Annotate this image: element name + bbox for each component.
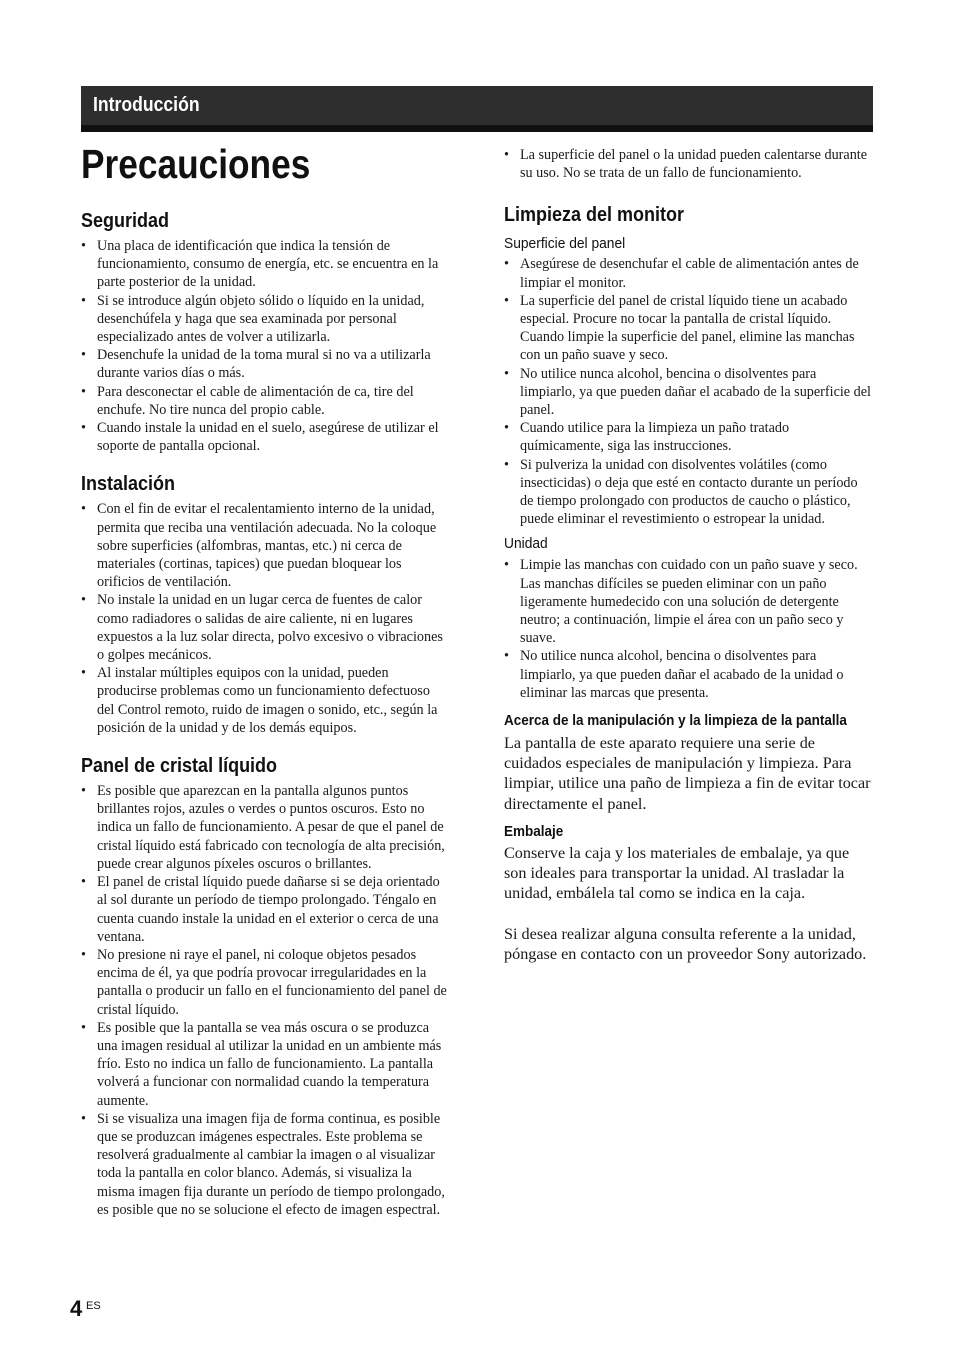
list-item: • Asegúrese de desenchufar el cable de alimentación antes de limpiar el monitor. <box>504 255 873 291</box>
list-continued <box>504 146 873 182</box>
list-item: • Es posible que aparezcan en la pantalla algunos puntos brillantes rojos, azules o verdes o puntos oscuros. Esto no indica un fallo de funcionamiento. A pesar de que el panel de cristal líquido está fabricado con tecnología de alta precisión, puede crear algunos píxeles oscuros o brillantes. <box>81 782 448 873</box>
list-item: • El panel de cristal líquido puede dañarse si se deja orientado al sol durante un período de tiempo prolongado. Téngalo en cuenta cuando instale la unidad en el exterior o cerca de una ventana. <box>81 873 448 946</box>
heading-limpieza: Limpieza del monitor <box>504 204 685 227</box>
list-item: • Al instalar múltiples equipos con la unidad, pueden producirse problemas como un funcionamiento defectuoso del Control remoto, ruido de imagen o sonido, etc., según la posición de la unidad y de los demás equipos. <box>81 664 448 737</box>
list-item: • La superficie del panel o la unidad pueden calentarse durante su uso. No se trata de un fallo de funcionamiento. <box>504 146 873 182</box>
list-unidad <box>504 556 873 702</box>
subheading-unidad: Unidad <box>504 535 548 553</box>
paragraph-contact: Si desea realizar alguna consulta referente a la unidad, póngase en contacto con un proveedor Sony autorizado. <box>504 924 867 963</box>
heading-seguridad: Seguridad <box>81 210 170 232</box>
section-header-band <box>81 86 873 125</box>
list-item: • Si se visualiza una imagen fija de forma continua, es posible que se produzcan imágenes espectrales. Este problema se resolverá gradualmente al cambiar la imagen o al visualizar toda la pantalla en color blanco. Además, si visualiza la misma imagen fija durante un período de tiempo prolongado, es posible que no se solucione el efecto de imagen espectral. <box>81 1110 448 1219</box>
list-item: • No utilice nunca alcohol, bencina o disolventes para limpiarlo, ya que pueden dañar el acabado de la superficie del panel. <box>504 365 873 420</box>
list-item: • Si pulveriza la unidad con disolventes volátiles (como insecticidas) o deja que esté en contacto durante un período de tiempo prolongado con productos de caucho o plástico, puede eliminar el revestimiento o estropear la unidad. <box>504 456 873 529</box>
list-item: • Desenchufe la unidad de la toma mural si no va a utilizarla durante varios días o más. <box>81 346 448 382</box>
subheading-manipulacion: Acerca de la manipulación y la limpieza de la pantalla <box>504 712 847 730</box>
right-column <box>504 146 873 964</box>
list-item: • Cuando utilice para la limpieza un paño tratado químicamente, siga las instrucciones. <box>504 419 873 455</box>
list-item: • Es posible que la pantalla se vea más oscura o se produzca una imagen residual al utilizar la unidad en un ambiente más frío. Esto no indica un fallo de funcionamiento. La pantalla volverá a funcionar con normalidad cuando la temperatura aumente. <box>81 1019 448 1110</box>
list-instalacion <box>81 500 448 737</box>
list-seguridad <box>81 237 448 455</box>
subheading-embalaje: Embalaje <box>504 822 564 840</box>
list-item: • No instale la unidad en un lugar cerca de fuentes de calor como radiadores o salidas de aire caliente, ni en lugares expuestos a la luz solar directa, polvo excesivo o vibraciones o golpes mecánicos. <box>81 591 448 664</box>
list-panel <box>81 782 448 1219</box>
section-header-rule <box>81 125 873 132</box>
paragraph-embalaje: Conserve la caja y los materiales de embalaje, ya que son ideales para transportar la unidad. Al trasladar la unidad, embálela tal como se indica en la caja. <box>504 843 850 903</box>
heading-instalacion: Instalación <box>81 473 176 496</box>
list-item: • No presione ni raye el panel, ni coloque objetos pesados encima de él, ya que podría provocar irregularidades en la pantalla o producir un fallo en el funcionamiento del panel de cristal líquido. <box>81 946 448 1019</box>
heading-panel: Panel de cristal líquido <box>81 755 278 778</box>
page-language-code: ES <box>86 1300 101 1312</box>
left-column <box>81 208 448 1219</box>
paragraph-manipulacion: La pantalla de este aparato requiere una serie de cuidados especiales de manipulación y limpieza. Para limpiar, utilice una paño de limpieza a fin de evitar tocar directamente el panel. <box>504 734 871 813</box>
list-item: • Para desconectar el cable de alimentación de ca, tire del enchufe. No tire nunca del propio cable. <box>81 383 448 419</box>
list-superficie <box>504 255 873 528</box>
list-item: • Si se introduce algún objeto sólido o líquido en la unidad, desenchúfela y haga que sea examinada por personal especializado antes de volver a utilizarla. <box>81 292 448 347</box>
section-label: Introducción <box>93 94 200 116</box>
list-item: • No utilice nunca alcohol, bencina o disolventes para limpiarlo, ya que pueden dañar el acabado de la unidad o eliminar las marcas que presenta. <box>504 647 873 702</box>
list-item: • Una placa de identificación que indica la tensión de funcionamiento, consumo de energía, etc. se encuentra en la parte posterior de la unidad. <box>81 237 448 292</box>
subheading-superficie: Superficie del panel <box>504 235 626 253</box>
page-number: 4 <box>70 1296 83 1321</box>
page-title: Precauciones <box>81 141 311 187</box>
list-item: • La superficie del panel de cristal líquido tiene un acabado especial. Procure no tocar la pantalla de cristal líquido. Cuando limpie la superficie del panel, elimine las manchas con un paño suave y seco. <box>504 292 873 365</box>
list-item: • Limpie las manchas con cuidado con un paño suave y seco. Las manchas difíciles se pueden eliminar con un paño ligeramente humedecido con una solución de detergente neutro; a continuación, limpie el área con un paño seco y suave. <box>504 556 873 647</box>
list-item: • Cuando instale la unidad en el suelo, asegúrese de utilizar el soporte de pantalla opcional. <box>81 419 448 455</box>
list-item: • Con el fin de evitar el recalentamiento interno de la unidad, permita que reciba una ventilación adecuada. No la coloque sobre superficies (alfombras, mantas, etc.) ni cerca de materiales (cortinas, tapices) que puedan bloquear los orificios de ventilación. <box>81 500 448 591</box>
